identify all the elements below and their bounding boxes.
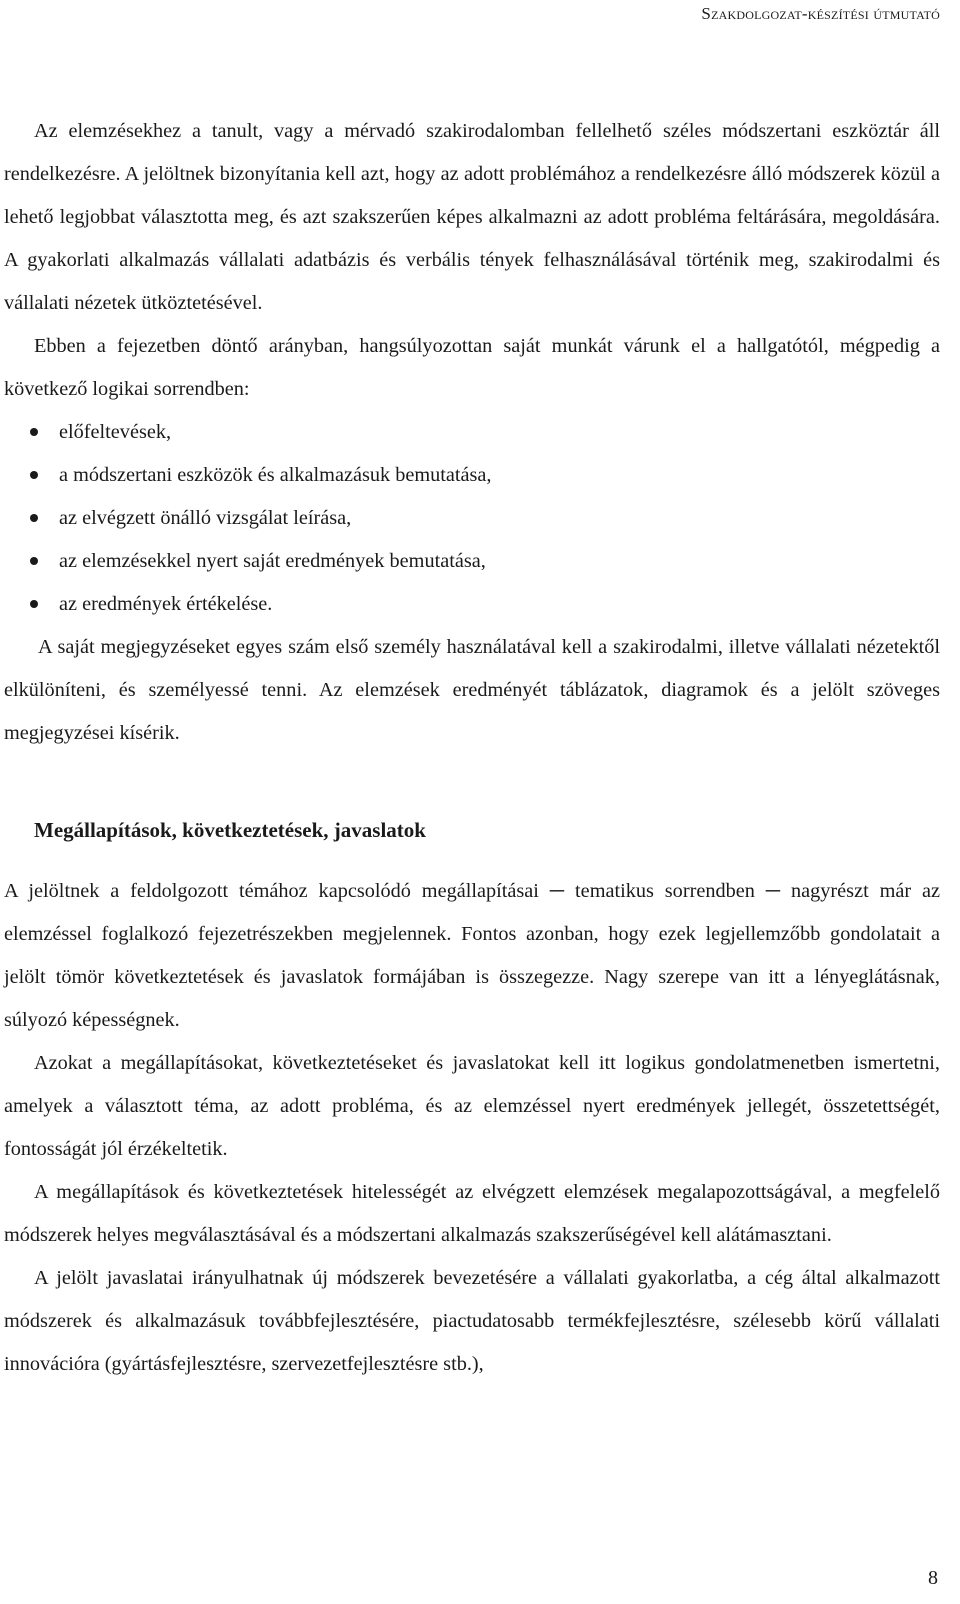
paragraph-findings: A jelöltnek a feldolgozott témához kapcsolódó megállapításai ─ tematikus sorrendben ─ nagyrészt már az elemzéssel foglalkozó fejezetrészekben megjelennek. Fontos azonban, hogy ezek legjellemzőbb gondolatait a jelölt tömör következtetések és javaslatok formájában is összegezze. Nagy szerepe van itt a lényeglátásnak, súlyozó képességnek. (4, 880, 940, 1031)
list-item: az elemzésekkel nyert saját eredmények bemutatása, (4, 540, 940, 583)
paragraph-credibility: A megállapítások és következtetések hitelességét az elvégzett elemzések megalapozottságával, a megfelelő módszerek helyes megválasztásával és a módszertani alkalmazás szakszerűségével kell alátámasztani. (4, 1181, 940, 1246)
page-number: 8 (928, 1567, 938, 1589)
bullet-icon (30, 471, 38, 479)
list-item: a módszertani eszközök és alkalmazásuk bemutatása, (4, 454, 940, 497)
list-item: az elvégzett önálló vizsgálat leírása, (4, 497, 940, 540)
paragraph-proposals: A jelölt javaslatai irányulhatnak új módszerek bevezetésére a vállalati gyakorlatba, a cég által alkalmazott módszerek és alkalmazásuk továbbfejlesztésére, piactudatosabb termékfejlesztésre, szélesebb körű vállalati innovációra (gyártásfejlesztésre, szervezetfejlesztésre stb.), (4, 1267, 940, 1375)
page-body (4, 110, 940, 1386)
bullet-icon (30, 428, 38, 436)
paragraph-methods: Az elemzésekhez a tanult, vagy a mérvadó szakirodalomban fellelhető széles módszertani eszköztár áll rendelkezésre. A jelöltnek bizonyítania kell azt, hogy az adott problémához a rendelkezésre álló módszerek közül a lehető legjobbat választotta meg, és azt szakszerűen képes alkalmazni az adott probléma feltárására, megoldására. A gyakorlati alkalmazás vállalati adatbázis és verbális tények felhasználásával történik meg, szakirodalmi és vállalati nézetek ütköztetésével. (4, 120, 940, 314)
running-header: Szakdolgozat-készítési útmutató (701, 4, 940, 23)
bullet-icon (30, 557, 38, 565)
paragraph-own-remarks: A saját megjegyzéseket egyes szám első személy használatával kell a szakirodalmi, illetve vállalati nézetektől elkülöníteni, és személyessé tenni. Az elemzések eredményét táblázatok, diagramok és a jelölt szöveges megjegyzései kísérik. (4, 636, 940, 744)
bullet-list (4, 411, 940, 626)
paragraph-chapter-expectations: Ebben a fejezetben döntő arányban, hangsúlyozottan saját munkát várunk el a hallgatótól, mégpedig a következő logikai sorrendben: (4, 335, 940, 400)
bullet-icon (30, 514, 38, 522)
list-item: az eredmények értékelése. (4, 583, 940, 626)
bullet-icon (30, 600, 38, 608)
section-heading: Megállapítások, következtetések, javaslatok (34, 818, 426, 842)
list-item: előfeltevések, (4, 411, 940, 454)
paragraph-logical-presentation: Azokat a megállapításokat, következtetéseket és javaslatokat kell itt logikus gondolatmenetben ismertetni, amelyek a választott téma, az adott probléma, és az elemzéssel nyert eredmények jellegét, összetettségét, fontosságát jól érzékeltetik. (4, 1052, 940, 1160)
